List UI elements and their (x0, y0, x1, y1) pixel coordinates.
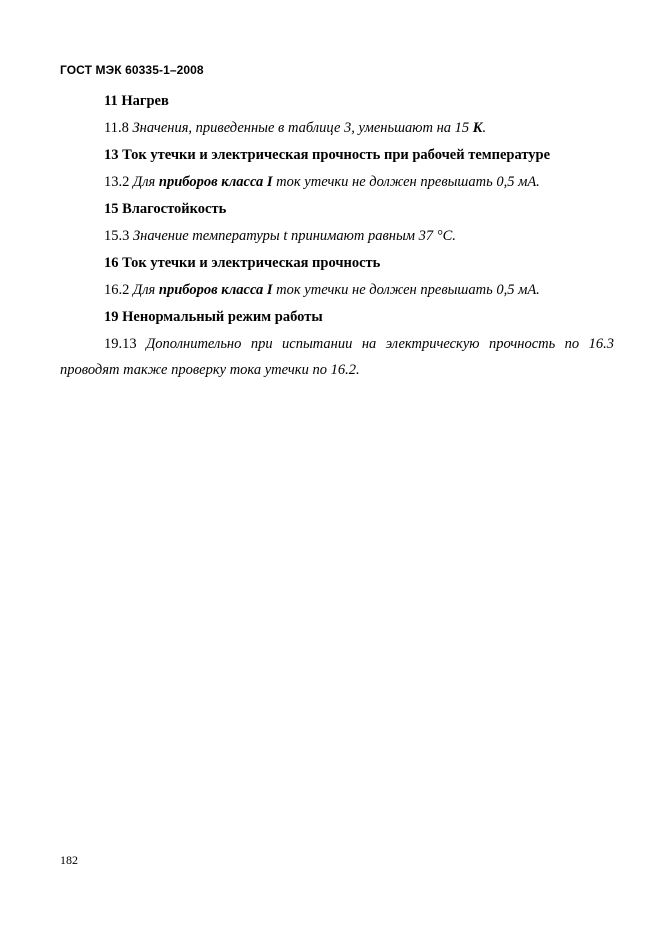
paragraph-text: Для (133, 174, 156, 190)
paragraph-19-13-line-1 (104, 336, 614, 353)
paragraph-text: Значение температуры t принимают равным 37 °С. (133, 228, 456, 244)
paragraph-number: 19.13 (104, 336, 137, 352)
paragraph-word: испытании (282, 336, 353, 352)
page-number: 182 (60, 853, 78, 867)
paragraph-text: Значения, приведенные в таблице 3, уменьшают на 15 (132, 120, 470, 136)
paragraph-number: 11.8 (104, 120, 129, 136)
paragraph-13-2 (104, 174, 540, 191)
section-heading-19: 19 Ненормальный режим работы (104, 309, 323, 325)
paragraph-word: на (361, 336, 377, 352)
paragraph-word: по (564, 336, 580, 352)
paragraph-word: электрическую (385, 336, 480, 352)
paragraph-word: при (250, 336, 273, 352)
paragraph-bold-unit: K (472, 120, 483, 136)
paragraph-19-13-line-2: проводят также проверку тока утечки по 16.2. (60, 362, 360, 378)
paragraph-bold-term: приборов класса I (158, 174, 273, 190)
paragraph-text-end: ток утечки не должен превышать 0,5 мА. (276, 174, 540, 190)
paragraph-16-2 (104, 282, 540, 299)
section-heading-16: 16 Ток утечки и электрическая прочность (104, 255, 381, 271)
paragraph-text: Для (133, 282, 156, 298)
paragraph-15-3 (104, 228, 456, 245)
paragraph-word: Дополнительно (146, 336, 242, 352)
document-header: ГОСТ МЭК 60335-1–2008 (60, 63, 204, 77)
paragraph-11-8 (104, 120, 486, 137)
paragraph-text-end: . (482, 120, 487, 136)
paragraph-word: прочность (488, 336, 556, 352)
paragraph-number: 15.3 (104, 228, 130, 244)
section-heading-11: 11 Нагрев (104, 93, 169, 109)
paragraph-text-end: ток утечки не должен превышать 0,5 мА. (276, 282, 540, 298)
section-heading-15: 15 Влагостойкость (104, 201, 227, 217)
section-heading-13: 13 Ток утечки и электрическая прочность при рабочей температуре (104, 147, 551, 163)
paragraph-bold-term: приборов класса I (158, 282, 273, 298)
paragraph-number: 13.2 (104, 174, 130, 190)
paragraph-word: 16.3 (588, 336, 614, 352)
paragraph-number: 16.2 (104, 282, 130, 298)
